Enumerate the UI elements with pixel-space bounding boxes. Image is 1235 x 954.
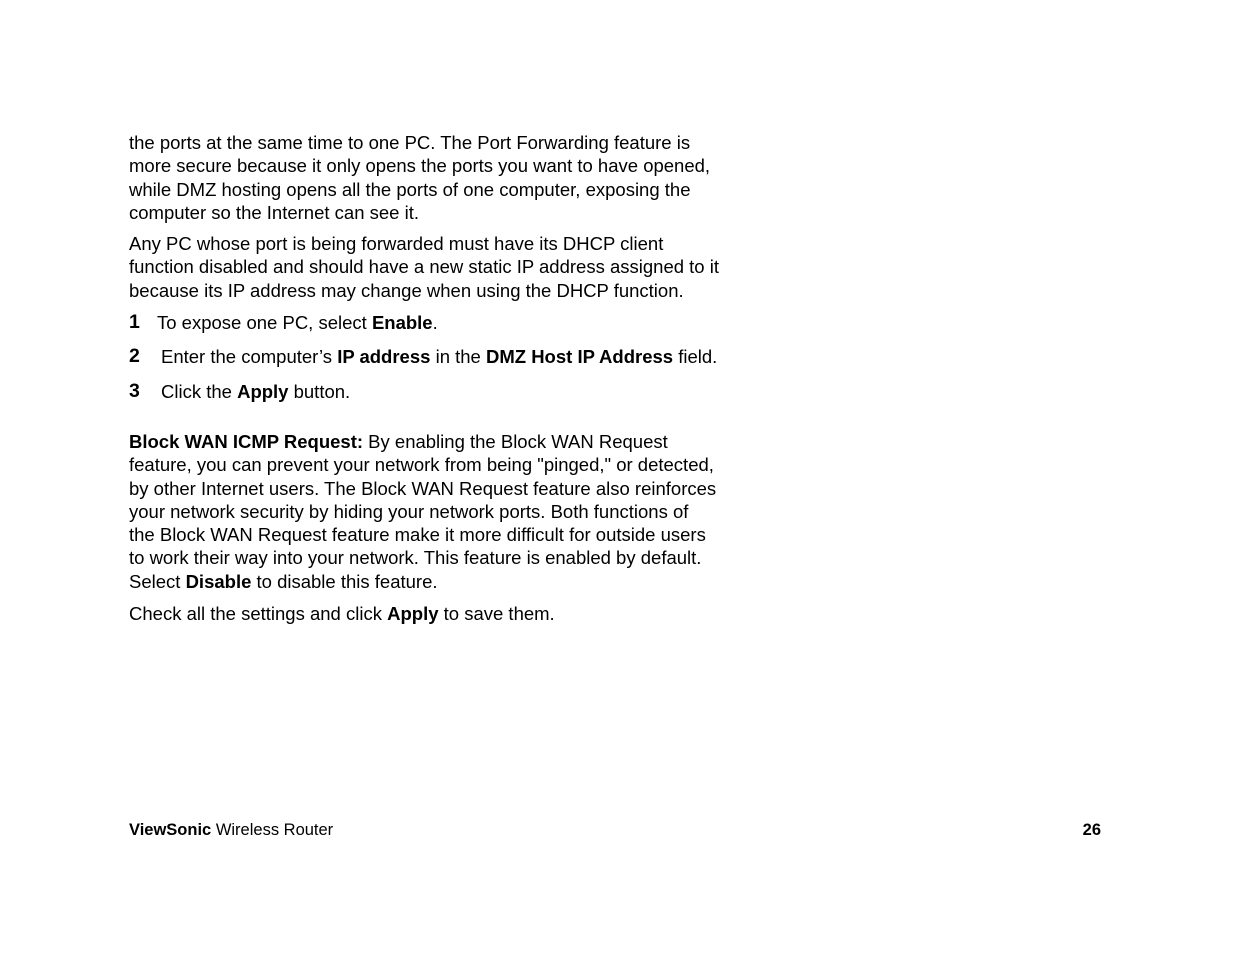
paragraph-closing: Check all the settings and click Apply to save them. [129,603,555,625]
apply-term: Apply [387,603,439,625]
paragraph-block-wan: Block WAN ICMP Request: By enabling the Block WAN Request feature, you can prevent your network from being "pinged," or detected, by other Internet users. The Block WAN Request feature also reinforces your network security by hiding your network ports. Both functions of the Block WAN Request feature make it more difficult for outside users to work their way into your network. This feature is enabled by default. Select Disable to disable this feature. [129,430,717,592]
paragraph-dhcp-note: Any PC whose port is being forwarded must have its DHCP client function disabled and should have a new static IP address assigned to it because its IP address may change when using the DHCP function. [129,233,719,301]
step-text: Click the Apply button. [161,380,351,402]
step-number: 3 [129,379,140,402]
block-wan-heading: Block WAN ICMP Request: [129,430,364,452]
footer-brand: ViewSonic [129,821,212,839]
page-number: 26 [1082,821,1101,839]
disable-term: Disable [185,570,252,592]
paragraph-port-forwarding: the ports at the same time to one PC. The Port Forwarding feature is more secure because it only opens the ports you want to have opened, while DMZ hosting opens all the ports of one computer, exposing the computer so the Internet can see it. [129,132,711,223]
step-number: 2 [129,345,140,368]
step-number: 1 [129,311,140,334]
step-text: To expose one PC, select Enable. [157,312,438,334]
page-footer [129,819,1101,841]
step-text: Enter the computer’s IP address in the DMZ Host IP Address field. [161,346,718,368]
step-3 [129,380,719,403]
dmz-host-ip-term: DMZ Host IP Address [485,346,674,368]
document-body [129,131,719,625]
step-2 [129,345,719,368]
apply-term: Apply [237,380,289,402]
enable-term: Enable [371,312,433,334]
step-1 [129,311,719,334]
footer-product: Wireless Router [211,821,334,839]
ip-address-term: IP address [337,346,431,368]
